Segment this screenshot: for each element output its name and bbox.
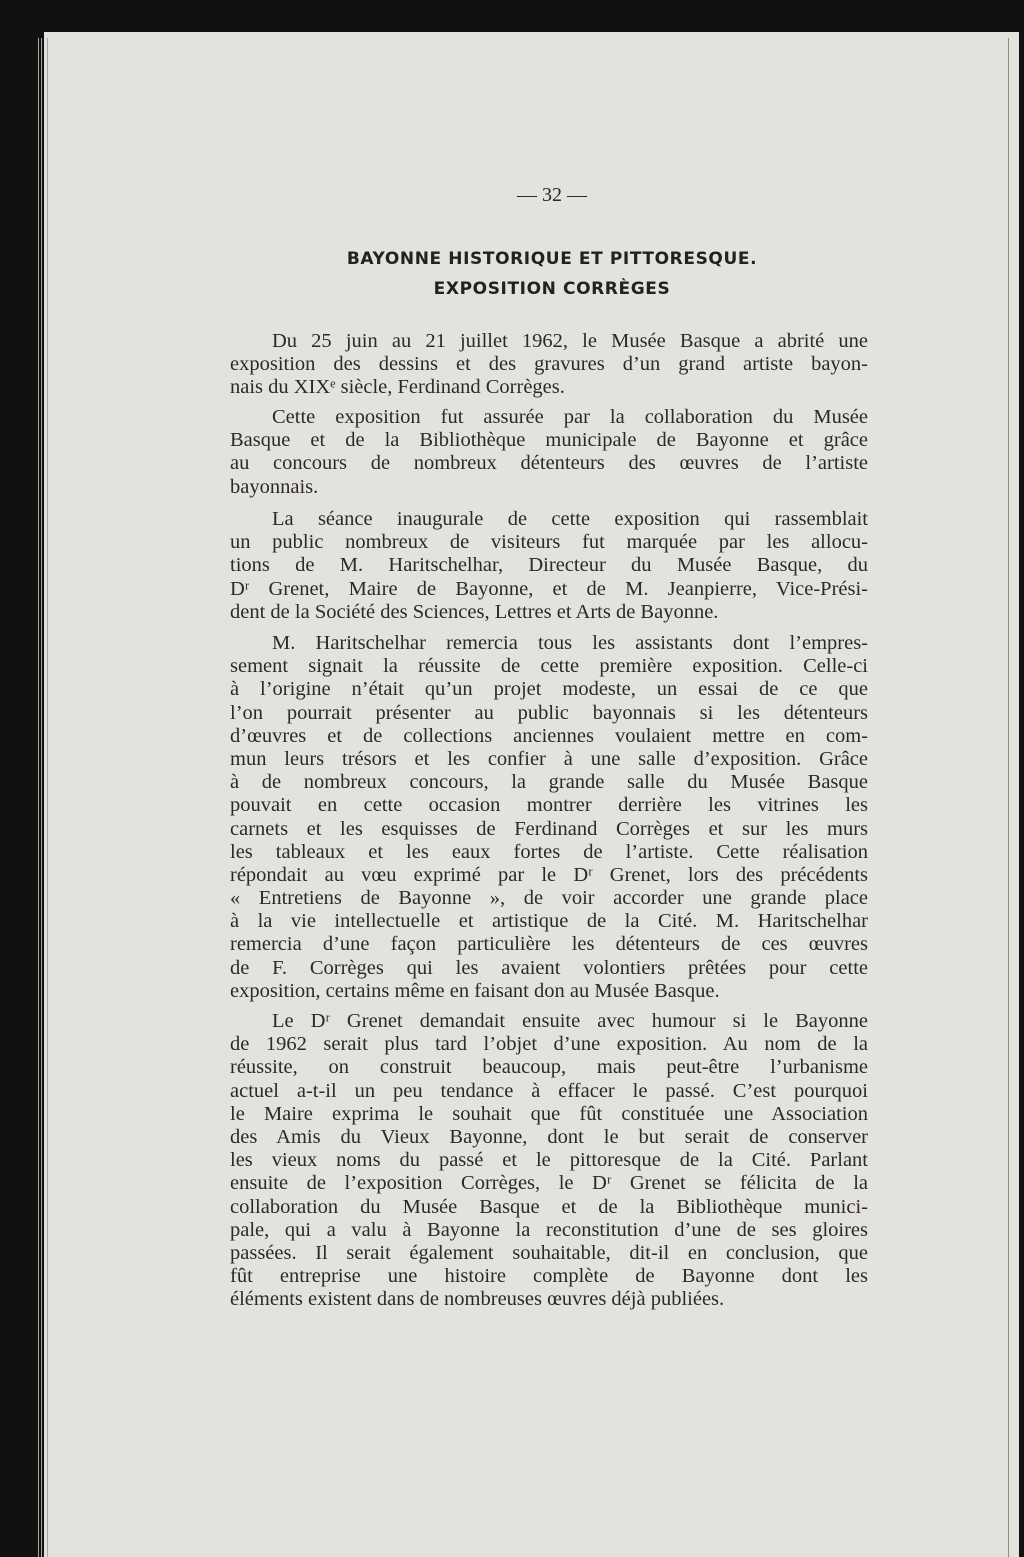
text-line: de 1962 serait plus tard l’objet d’une exposition. Au nom de la <box>230 1033 868 1056</box>
text-line: pale, qui a valu à Bayonne la reconstitution d’une de ses gloires <box>230 1218 868 1241</box>
paragraph <box>230 508 868 624</box>
text-line: les tableaux et les eaux fortes de l’artiste. Cette réalisation <box>230 840 868 863</box>
text-line: Du 25 juin au 21 juillet 1962, le Musée Basque a abrité une <box>272 330 868 352</box>
text-line: les vieux noms du passé et le pittoresque de la Cité. Parlant <box>230 1149 868 1172</box>
paragraph <box>230 330 868 400</box>
text-line: le Maire exprima le souhait que fût constituée une Association <box>230 1102 868 1125</box>
text-line: éléments existent dans de nombreuses œuvres déjà publiées. <box>230 1288 725 1311</box>
text-line: Dʳ Grenet, Maire de Bayonne, et de M. Jeanpierre, Vice-Prési- <box>230 577 868 600</box>
text-line: Basque et de la Bibliothèque municipale de Bayonne et grâce <box>230 429 868 452</box>
text-line: d’œuvres et de collections anciennes voulaient mettre en com- <box>230 724 868 747</box>
text-line: collaboration du Musée Basque et de la Bibliothèque munici- <box>230 1195 868 1218</box>
section-subtitle: EXPOSITION CORRÈGES <box>433 279 671 299</box>
text-line: répondait au vœu exprimé par le Dʳ Grenet, lors des précédents <box>230 863 868 886</box>
text-line: exposition des dessins et des gravures d’un grand artiste bayon- <box>230 353 868 376</box>
text-line: pouvait en cette occasion montrer derrière les vitrines les <box>230 794 868 817</box>
text-line: tions de M. Haritschelhar, Directeur du Musée Basque, du <box>230 554 868 577</box>
page-number: — 32 — <box>517 184 587 206</box>
paragraph <box>230 1010 868 1311</box>
text-line: ensuite de l’exposition Corrèges, le Dʳ Grenet se félicita de la <box>230 1172 868 1195</box>
text-line: à l’origine n’était qu’un projet modeste, un essai de ce que <box>230 678 868 701</box>
text-line: M. Haritschelhar remercia tous les assistants dont l’empres- <box>272 632 868 654</box>
text-line: un public nombreux de visiteurs fut marquée par les allocu- <box>230 531 868 554</box>
text-line: La séance inaugurale de cette exposition qui rassemblait <box>272 508 868 530</box>
text-line: au concours de nombreux détenteurs des œuvres de l’artiste <box>230 452 868 475</box>
section-title: BAYONNE HISTORIQUE ET PITTORESQUE. <box>346 249 758 269</box>
text-line: nais du XIXᵉ siècle, Ferdinand Corrèges. <box>230 376 565 399</box>
paragraph <box>230 632 868 1003</box>
text-line: à la vie intellectuelle et artistique de la Cité. M. Haritschelhar <box>230 910 868 933</box>
text-line: de F. Corrèges qui les avaient volontiers prêtées pour cette <box>230 956 868 979</box>
text-line: actuel a-t-il un peu tendance à effacer le passé. C’est pourquoi <box>230 1079 868 1102</box>
text-line: Le Dʳ Grenet demandait ensuite avec humour si le Bayonne <box>272 1010 868 1032</box>
text-line: Cette exposition fut assurée par la collaboration du Musée <box>272 406 868 428</box>
paragraph <box>230 406 868 499</box>
text-line: mun leurs trésors et les confier à une salle d’exposition. Grâce <box>230 747 868 770</box>
text-line: « Entretiens de Bayonne », de voir accorder une grande place <box>230 887 868 910</box>
text-line: fût entreprise une histoire complète de Bayonne dont les <box>230 1265 868 1288</box>
text-line: réussite, on construit beaucoup, mais peut-être l’urbanisme <box>230 1056 868 1079</box>
text-line: sement signait la réussite de cette première exposition. Celle-ci <box>230 655 868 678</box>
text-line: l’on pourrait présenter au public bayonnais si les détenteurs <box>230 701 868 724</box>
text-line: remercia d’une façon particulière les détenteurs de ces œuvres <box>230 933 868 956</box>
text-line: à de nombreux concours, la grande salle du Musée Basque <box>230 771 868 794</box>
text-line: des Amis du Vieux Bayonne, dont le but serait de conserver <box>230 1125 868 1148</box>
text-line: exposition, certains même en faisant don au Musée Basque. <box>230 979 720 1002</box>
text-line: passées. Il serait également souhaitable, dit-il en conclusion, que <box>230 1241 868 1264</box>
text-line: dent de la Société des Sciences, Lettres et Arts de Bayonne. <box>230 600 719 623</box>
text-line: carnets et les esquisses de Ferdinand Corrèges et sur les murs <box>230 817 868 840</box>
text-line: bayonnais. <box>230 475 319 498</box>
